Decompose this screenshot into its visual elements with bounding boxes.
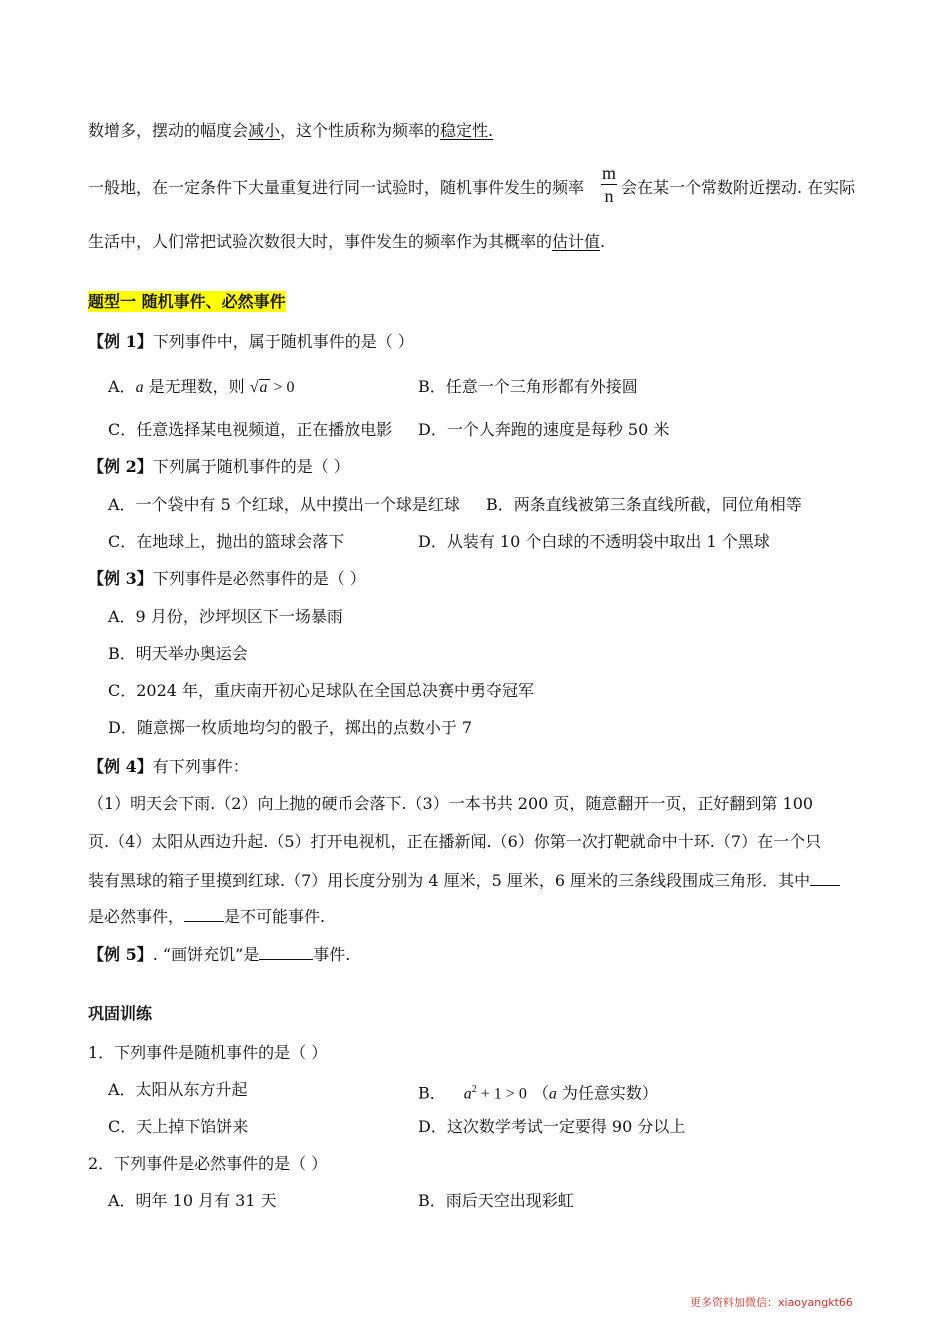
option-text: D．随意掷一枚质地均匀的骰子，掷出的点数小于 7 [108, 718, 473, 737]
example-3-option-d [108, 717, 472, 739]
practice-q2-stem [88, 1153, 327, 1175]
question-stem: 下列事件是必然事件的是（ ） [152, 569, 366, 588]
question-stem: 事件. [313, 945, 351, 964]
answer-blank[interactable] [184, 905, 224, 922]
example-5-stem [88, 943, 350, 966]
example-4-line-1 [88, 793, 813, 815]
option-text: C．在地球上，抛出的篮球会落下 [108, 532, 345, 551]
example-4-line-4 [88, 905, 325, 928]
paragraph-text: （1）明天会下雨.（2）向上抛的硬币会落下.（3）一本书共 200 页，随意翻开一页，正好翻到第 100 [88, 794, 814, 813]
option-label: B． [418, 1083, 446, 1103]
intro-line-2-left [88, 177, 584, 199]
underlined-term: 估计值 [552, 232, 601, 251]
section-title-text: 题型一 随机事件、必然事件 [88, 292, 286, 311]
example-4-line-2 [88, 831, 821, 853]
option-text: C．2024 年，重庆南开初心足球队在全国总决赛中勇夺冠军 [108, 681, 535, 700]
example-tag: 【例 4】 [88, 757, 153, 776]
option-text: D．一个人奔跑的速度是每秒 50 米 [418, 420, 670, 439]
question-stem: . “画饼充饥”是 [152, 945, 260, 964]
practice-title-text: 巩固训练 [88, 1004, 153, 1023]
option-text: D．从装有 10 个白球的不透明袋中取出 1 个黑球 [418, 532, 770, 551]
sqrt-expression: √a [249, 379, 268, 396]
example-3-option-b [108, 643, 248, 665]
intro-line-3 [88, 231, 605, 253]
intro-text: 一般地，在一定条件下大量重复进行同一试验时，随机事件发生的频率 [88, 178, 585, 197]
practice-q2-option-b [418, 1190, 574, 1212]
radicand: a [259, 379, 268, 396]
fraction-bar [601, 184, 617, 185]
note-text: 为任意实数） [556, 1083, 658, 1103]
intro-line-2-right [621, 177, 855, 199]
math-variable: a [135, 379, 144, 396]
example-tag: 【例 5】 [88, 945, 153, 964]
practice-q1-option-d [418, 1116, 685, 1138]
option-text: A．明年 10 月有 31 天 [108, 1191, 277, 1210]
option-text: A．9 月份，沙坪坝区下一场暴雨 [108, 607, 343, 626]
option-text: B．明天举办奥运会 [108, 644, 248, 663]
option-text: A．一个袋中有 5 个红球，从中摸出一个球是红球 [108, 495, 460, 514]
fraction-numerator: m [601, 163, 616, 183]
practice-q2-option-a [108, 1190, 277, 1212]
example-2-option-c [108, 531, 344, 553]
example-1-option-a [108, 376, 295, 399]
underlined-term: 稳定性. [440, 121, 494, 140]
exponent: 2 [471, 1084, 477, 1095]
footer-text: 更多资料加微信：xiaoyangkt66 [690, 1296, 853, 1309]
intro-text: ，这个性质称为频率的 [280, 121, 441, 140]
practice-q1-stem [88, 1042, 327, 1064]
option-text: B．两条直线被第三条直线所截，同位角相等 [486, 495, 802, 514]
example-tag: 【例 2】 [88, 457, 153, 476]
footer-contact [690, 1294, 853, 1310]
example-1-option-c [108, 419, 392, 441]
example-3-option-a [108, 606, 343, 628]
intro-text: . [600, 232, 606, 251]
example-tag: 【例 1】 [88, 332, 153, 351]
example-2-option-b [486, 494, 802, 516]
option-text: D．这次数学考试一定要得 90 分以上 [418, 1117, 686, 1136]
question-stem: 下列事件中，属于随机事件的是（ ） [152, 332, 414, 351]
example-3-stem [88, 568, 366, 590]
practice-title [88, 1003, 152, 1025]
section-title [88, 291, 286, 313]
option-text: C．天上掉下馅饼来 [108, 1117, 249, 1136]
question-stem: 2．下列事件是必然事件的是（ ） [88, 1154, 328, 1173]
option-text: B．任意一个三角形都有外接圆 [418, 377, 638, 396]
practice-q1-option-c [108, 1116, 248, 1138]
option-text: C．任意选择某电视频道，正在播放电影 [108, 420, 393, 439]
question-stem: 1．下列事件是随机事件的是（ ） [88, 1043, 328, 1062]
intro-line-1 [88, 120, 493, 142]
intro-text: 会在某一个常数附近摆动. 在实际 [621, 178, 856, 197]
example-2-option-d [418, 531, 770, 553]
intro-text: 生活中，人们常把试验次数很大时，事件发生的频率作为其概率的 [88, 232, 553, 251]
answer-blank[interactable] [810, 869, 840, 886]
paragraph-text: 装有黑球的箱子里摸到红球.（7）用长度分别为 4 厘米，5 厘米，6 厘米的三条线段围成三角形．其中 [88, 871, 811, 890]
example-1-stem [88, 331, 414, 353]
example-1-option-d [418, 419, 669, 441]
example-4-stem [88, 756, 249, 778]
example-2-stem [88, 456, 350, 478]
inequality: > 0 [269, 379, 295, 396]
paragraph-text: 是不可能事件. [224, 907, 326, 926]
paragraph-text: 页.（4）太阳从西边升起.（5）打开电视机，正在播新闻.（6）你第一次打靶就命中十环.（7）在一个只 [88, 832, 822, 851]
practice-q1-option-a [108, 1079, 248, 1101]
practice-q1-option-b [418, 1079, 658, 1105]
example-4-line-3 [88, 869, 840, 892]
example-2-option-a [108, 494, 460, 516]
example-tag: 【例 3】 [88, 569, 153, 588]
note-text: （ [532, 1083, 549, 1103]
inequality: + 1 > 0 [476, 1085, 527, 1103]
paragraph-text: 是必然事件， [88, 907, 185, 926]
underlined-term: 减小 [248, 121, 281, 140]
fraction-denominator: n [604, 186, 614, 206]
answer-blank[interactable] [259, 943, 313, 960]
example-1-option-b [418, 376, 638, 398]
option-text: 是无理数，则 [143, 377, 250, 396]
math-variable: a [463, 1085, 472, 1103]
question-stem: 下列属于随机事件的是（ ） [152, 457, 350, 476]
fraction-m-over-n [601, 163, 617, 206]
option-text: A．太阳从东方升起 [108, 1080, 248, 1099]
option-text: B．雨后天空出现彩虹 [418, 1191, 574, 1210]
question-stem: 有下列事件： [152, 757, 249, 776]
option-label: A． [108, 377, 136, 396]
intro-text: 数增多，摆动的幅度会 [88, 121, 249, 140]
math-variable: a [548, 1085, 557, 1103]
example-3-option-c [108, 680, 534, 702]
